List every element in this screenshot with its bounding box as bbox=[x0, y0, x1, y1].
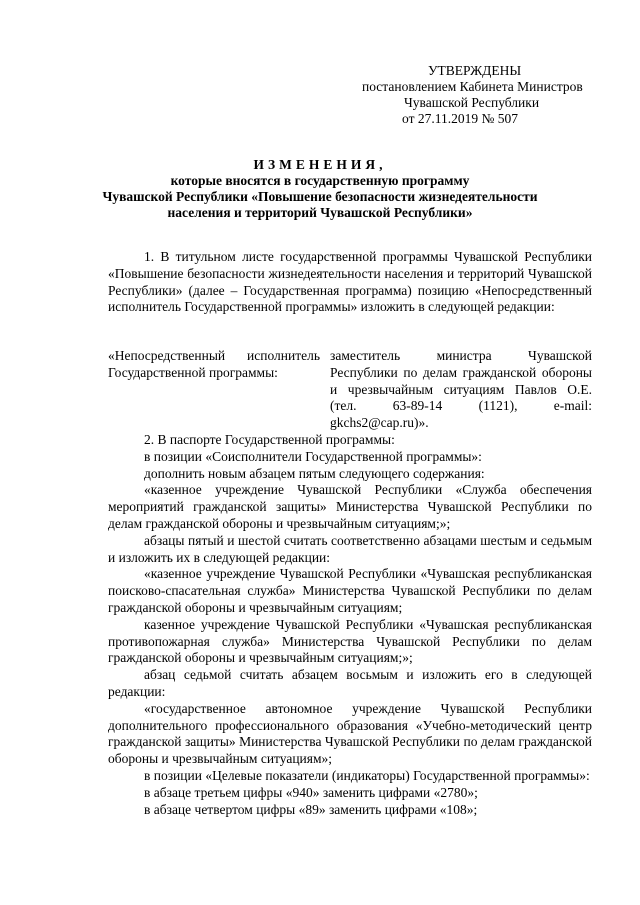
section-1-paragraph: 1. В титульном листе государственной программы Чувашской Республики «Повышение безопасности жизнедеятельности населения и территорий Чувашской Республики» (далее – Государственная программа) позицию «Непосредственный исполнитель Государственной программы» изложить в следующей редакции: bbox=[108, 249, 592, 315]
section-2 bbox=[108, 432, 592, 818]
section-2-p7: казенное учреждение Чувашской Республики «Чувашская республиканская противопожарная служба» Министерства Чувашской Республики по делам гражданской обороны и чрезвычайным ситуациям;»; bbox=[108, 616, 592, 666]
section-2-p10: в позиции «Целевые показатели (индикаторы) Государственной программы»: bbox=[144, 767, 590, 783]
section-2-p4: «казенное учреждение Чувашской Республики «Служба обеспечения мероприятий гражданской защиты» Министерства Чувашской Республики по делам гражданской обороны и чрезвычайным ситуациям;»; bbox=[108, 482, 592, 531]
document-title bbox=[0, 157, 640, 221]
title-heading: ИЗМЕНЕНИЯ, bbox=[253, 157, 387, 172]
executor-label-line-2: Государственной программы: bbox=[108, 364, 278, 380]
title-line-2: Чувашской Республики «Повышение безопасности жизнедеятельности bbox=[102, 189, 538, 204]
title-line-1: которые вносятся в государственную программу bbox=[170, 173, 470, 188]
approval-line-date-number: от 27.11.2019 № 507 bbox=[402, 111, 518, 126]
approval-stamp bbox=[362, 63, 602, 127]
section-2-p5: абзацы пятый и шестой считать соответственно абзацами шестым и седьмым и изложить их в следующей редакции: bbox=[108, 532, 592, 565]
approval-line-approved: УТВЕРЖДЕНЫ bbox=[428, 63, 522, 78]
section-2-p12: в абзаце четвертом цифры «89» заменить цифрами «108»; bbox=[144, 801, 478, 817]
approval-line-resolution: постановлением Кабинета Министров bbox=[362, 79, 583, 94]
section-2-p8: абзац седьмой считать абзацем восьмым и изложить его в следующей редакции: bbox=[108, 667, 592, 699]
section-2-p3: дополнить новым абзацем пятым следующего содержания: bbox=[144, 465, 485, 481]
approval-line-republic: Чувашской Республики bbox=[404, 95, 540, 110]
section-2-p11: в абзаце третьем цифры «940» заменить цифрами «2780»; bbox=[144, 784, 478, 800]
executor-label-line-1: «Непосредственный исполнитель bbox=[108, 348, 320, 363]
section-1 bbox=[108, 249, 592, 316]
title-line-3: населения и территорий Чувашской Республики» bbox=[167, 205, 473, 220]
section-2-p9: «государственное автономное учреждение Чувашской Республики дополнительного профессионального образования «Учебно-методический центр гражданской защиты» Министерства Чувашской Республики по делам гражданской обороны и чрезвычайным ситуациям»; bbox=[108, 700, 592, 767]
section-2-p2: в позиции «Соисполнители Государственной программы»: bbox=[144, 448, 482, 464]
executor-value: заместитель министра Чувашской Республики по делам гражданской обороны и чрезвычайным ситуациям Павлов О.Е. (тел. 63-89-14 (1121), e-mail: gkchs2@cap.ru)». bbox=[330, 348, 592, 431]
section-2-p1: 2. В паспорте Государственной программы: bbox=[144, 432, 395, 447]
executor-label bbox=[108, 348, 320, 382]
section-2-p6: «казенное учреждение Чувашской Республики «Чувашская республиканская поисково-спасательная служба» Министерства Чувашской Республики по делам гражданской обороны и чрезвычайным ситуациям; bbox=[108, 566, 592, 615]
